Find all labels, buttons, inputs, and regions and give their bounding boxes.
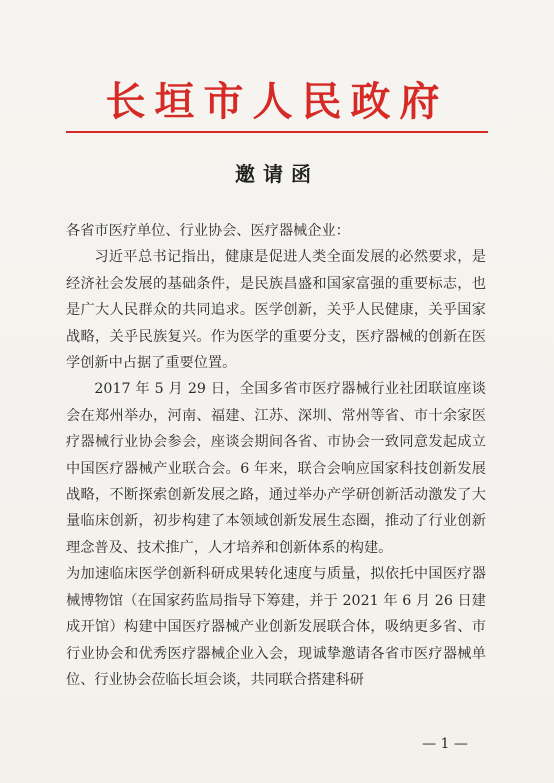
issuer-header: 长垣市人民政府 xyxy=(105,78,449,125)
paragraph-2: 2017 年 5 月 29 日，全国多省市医疗器械行业社团联谊座谈会在郑州举办，河南、福建、江苏、深圳、常州等省、市十余家医疗器械行业协会参会，座谈会期间各省、市协会一致同意发起成立中国医疗器械产业联合会。6 年来，联合会响应国家科技创新发展战略，不断探索创新发展之路，通过举办产学研创新活动激发了大量临床创新，初步构建了本领域创新发展生态圈，推动了行业创新理念普及、技术推广，人才培养和创新体系的构建。 xyxy=(66,381,486,556)
document-body xyxy=(66,218,486,693)
paragraph-1: 习近平总书记指出，健康是促进人类全面发展的必然要求，是经济社会发展的基础条件，是民族昌盛和国家富强的重要标志，也是广大人民群众的共同追求。医学创新，关乎人民健康，关乎国家战略，关乎民族复兴。作为医学的重要分支，医疗器械的创新在医学创新中占据了重要位置。 xyxy=(66,249,486,372)
paragraph-3: 为加速临床医学创新科研成果转化速度与质量，拟依托中国医疗器械博物馆（在国家药监局指导下筹建，并于 2021 年 6 月 26 日建成开馆）构建中国医疗器械产业创新发展联合体，吸纳更多省、市行业协会和优秀医疗器械企业入会，现诚挚邀请各省市医疗器械单位、行业协会莅临长垣会谈，共同联合搭建科研 xyxy=(66,566,486,688)
page-number: — 1 — xyxy=(422,736,468,752)
document-title: 邀请函 xyxy=(235,162,319,186)
salutation: 各省市医疗单位、行业协会、医疗器械企业： xyxy=(66,223,350,239)
header-divider xyxy=(66,131,488,133)
